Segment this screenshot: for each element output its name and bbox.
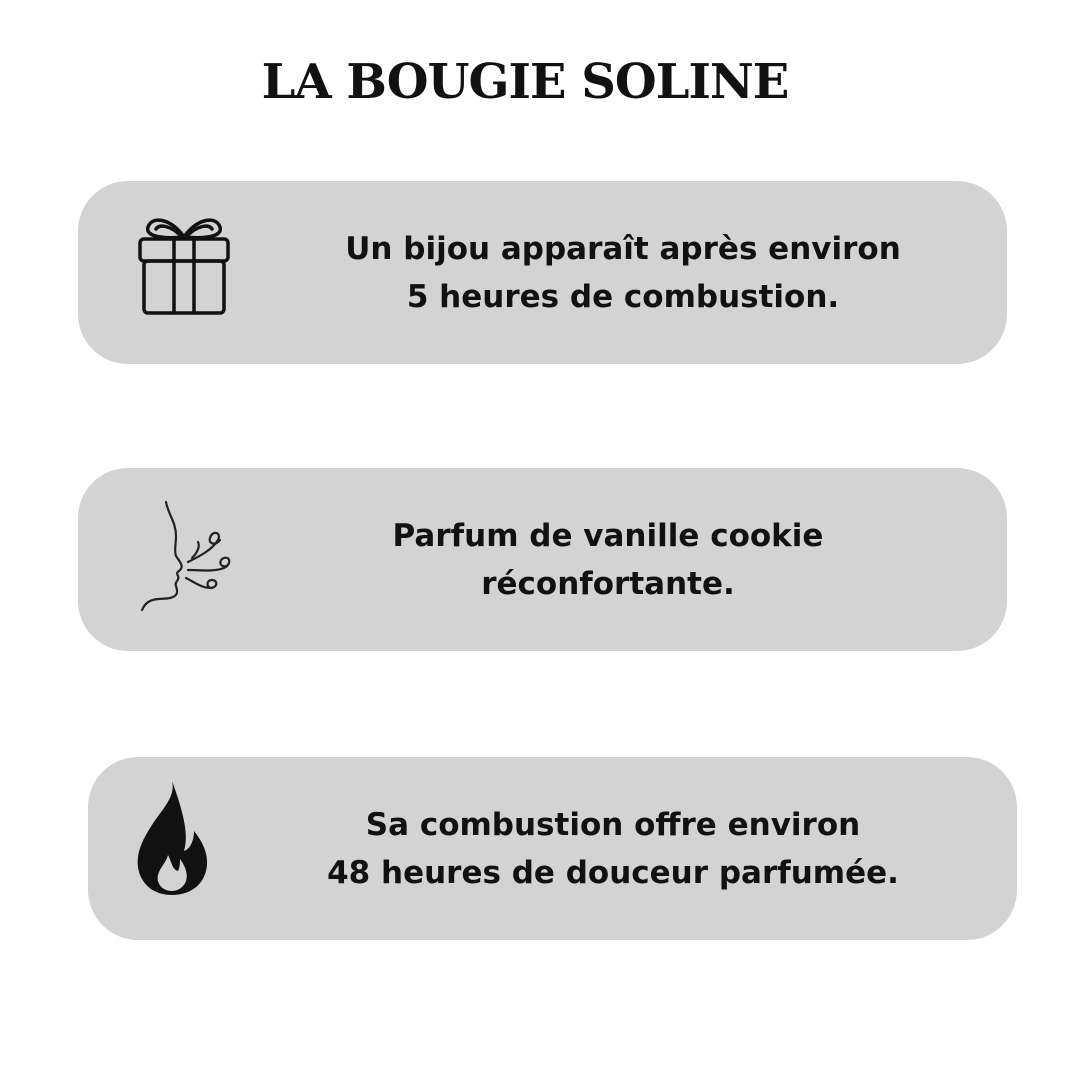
face-breathing-scent-icon (134, 500, 234, 618)
feature-line: Parfum de vanille cookie (392, 517, 824, 554)
feature-line: Sa combustion offre environ (365, 806, 861, 843)
feature-line: 48 heures de douceur parfumée. (327, 854, 899, 891)
feature-card-scent (78, 468, 1007, 651)
brand-title: LA BOUGIE SOLINE (261, 54, 789, 110)
feature-line: 5 heures de combustion. (406, 278, 840, 315)
feature-line: réconfortante. (481, 565, 735, 602)
feature-card-burn-time (88, 757, 1017, 940)
feature-card-jewel (78, 181, 1007, 364)
feature-text-burn-time (288, 757, 938, 940)
flame-icon (132, 779, 212, 899)
feature-text-scent (308, 468, 908, 651)
feature-text-jewel (318, 181, 928, 364)
feature-line: Un bijou apparaît après environ (345, 230, 901, 267)
gift-icon (134, 211, 234, 321)
